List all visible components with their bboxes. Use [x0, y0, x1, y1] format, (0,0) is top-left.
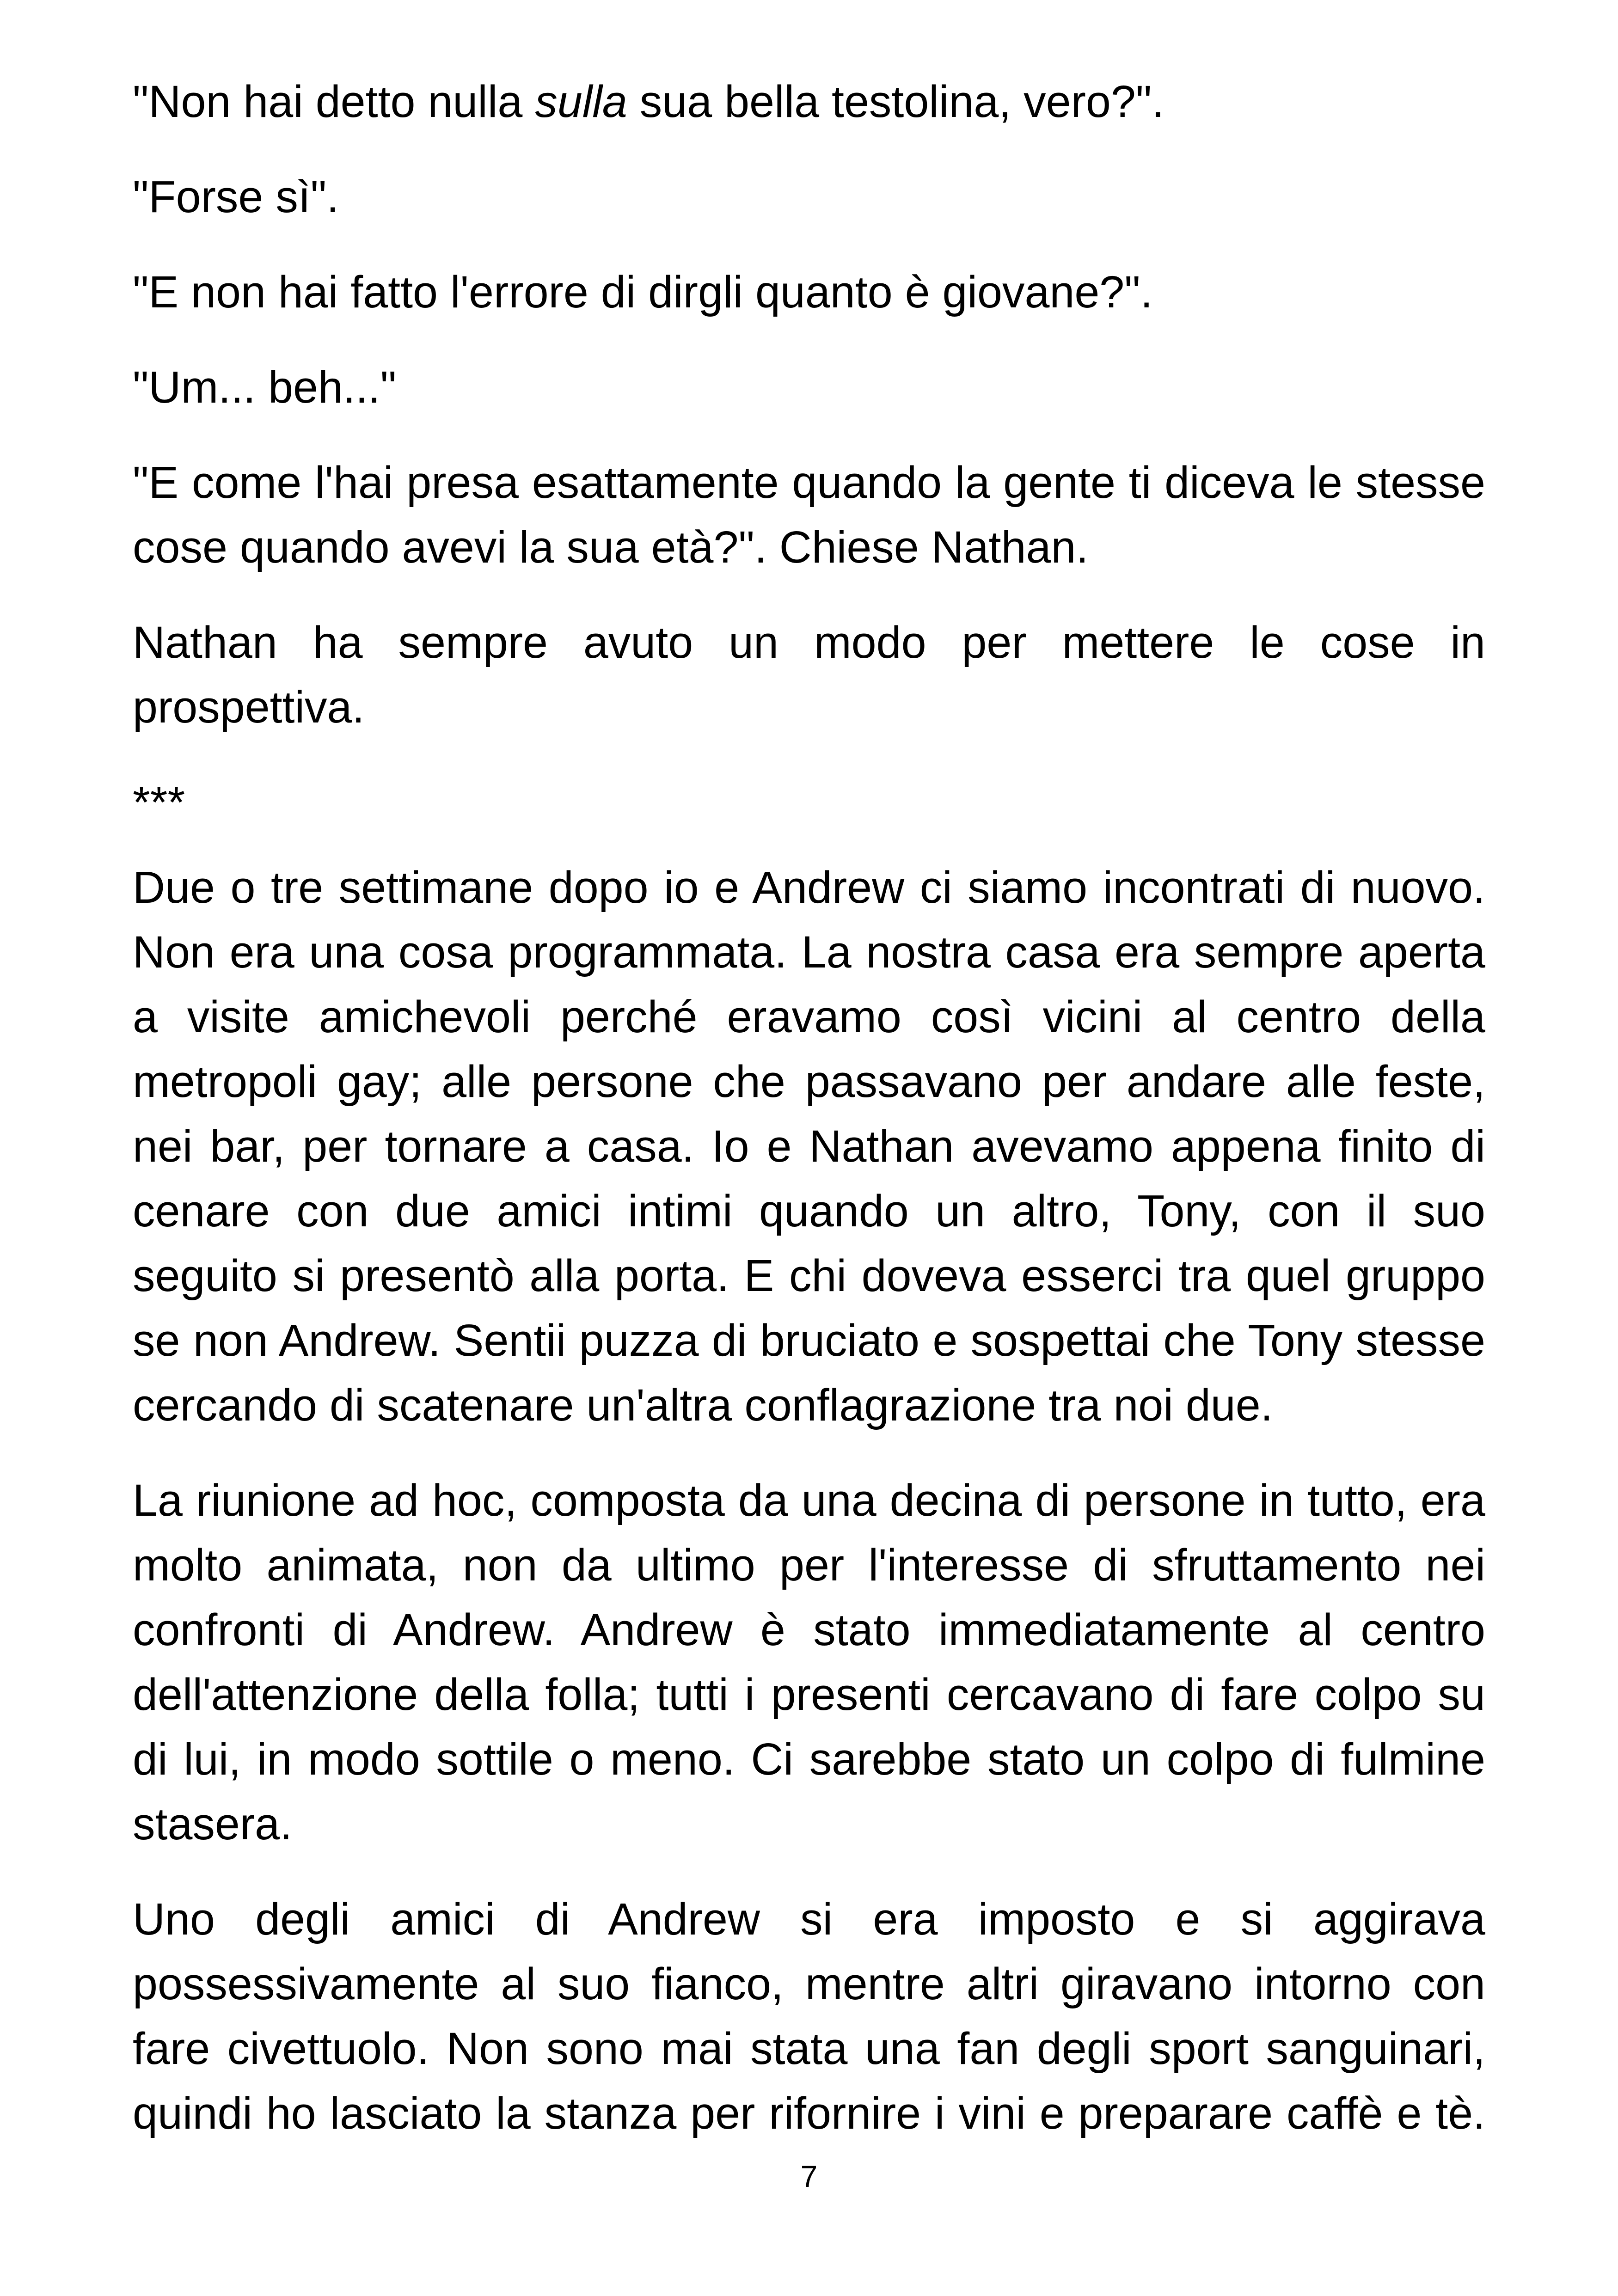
paragraph-1	[133, 69, 1485, 134]
scene-separator: ***	[133, 777, 185, 827]
paragraph-4: "Um... beh..."	[133, 362, 397, 412]
paragraph-1-italic: sulla	[535, 76, 627, 127]
paragraph-1-before: "Non hai detto nulla	[133, 76, 535, 127]
paragraph-7: Due o tre settimane dopo io e Andrew ci siamo incontrati di nuovo. Non era una cosa programmata. La nostra casa era sempre aperta a visite amichevoli perché eravamo così vicini al centro della metropoli gay; alle persone che passavano per andare alle feste, nei bar, per tornare a casa. Io e Nathan avevamo appena finito di cenare con due amici intimi quando un altro, Tony, con il suo seguito si presentò alla porta. E chi doveva esserci tra quel gruppo se non Andrew. Sentii puzza di bruciato e sospettai che Tony stesse cercando di scatenare un'altra conflagrazione tra noi due.	[133, 862, 1485, 1430]
paragraph-3: "E non hai fatto l'errore di dirgli quanto è giovane?".	[133, 267, 1153, 317]
paragraph-2: "Forse sì".	[133, 171, 339, 222]
paragraph-8: La riunione ad hoc, composta da una decina di persone in tutto, era molto animata, non da ultimo per l'interesse di sfruttamento nei confronti di Andrew. Andrew è stato immediatamente al centro dell'attenzione della folla; tutti i presenti cercavano di fare colpo su di lui, in modo sottile o meno. Ci sarebbe stato un colpo di fulmine stasera.	[133, 1475, 1485, 1849]
page-body	[133, 69, 1485, 2176]
paragraph-1-after: sua bella testolina, vero?".	[627, 76, 1164, 127]
paragraph-9: Uno degli amici di Andrew si era imposto e si aggirava possessivamente al suo fianco, mentre altri giravano intorno con fare civettuolo. Non sono mai stata una fan degli sport sanguinari, quindi ho lasciato la stanza per rifornire i vini e preparare caffè e tè.	[133, 1894, 1485, 2138]
paragraph-5: "E come l'hai presa esattamente quando la gente ti diceva le stesse cose quando avevi la sua età?". Chiese Nathan.	[133, 457, 1485, 572]
page-number: 7	[800, 2159, 818, 2193]
paragraph-6: Nathan ha sempre avuto un modo per mettere le cose in prospettiva.	[133, 617, 1485, 732]
